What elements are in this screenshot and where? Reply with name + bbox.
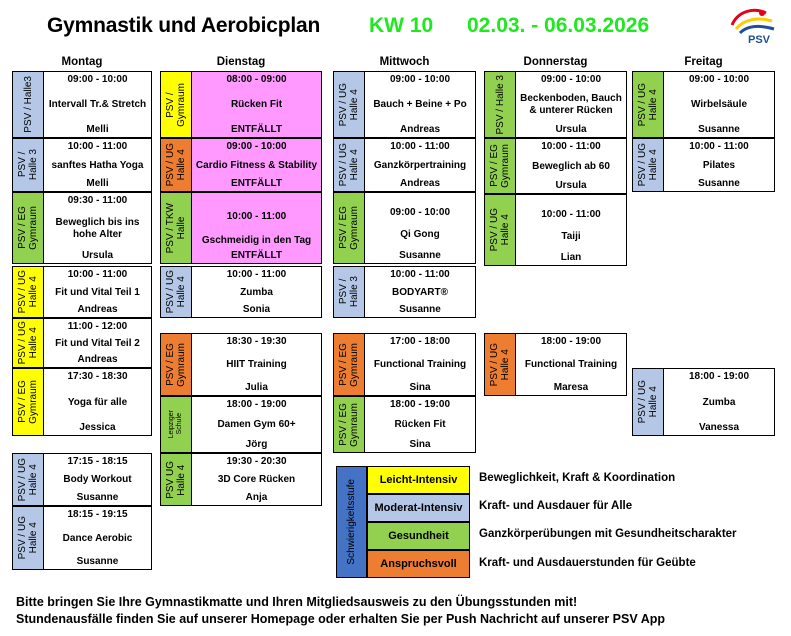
class-name: BODYART® [392, 286, 448, 298]
class-card[interactable] [160, 138, 322, 192]
class-trainer: Jörg [245, 439, 268, 450]
class-time: 18:00 - 19:00 [226, 399, 287, 410]
location-label: PSV / UG Halle 4 [13, 454, 44, 505]
class-time: 10:00 - 11:00 [541, 209, 601, 220]
class-time: 10:00 - 11:00 [390, 269, 450, 280]
class-time: 18:15 - 19:15 [67, 509, 128, 520]
footer-note-1: Bitte bringen Sie Ihre Gymnastikmatte und Ihren Mitgliedsausweis zu den Übungsstunden mit! [16, 595, 578, 609]
legend-leicht: Leicht-Intensiv [367, 466, 470, 494]
location-label: PSV / UG Halle 4 [633, 72, 664, 137]
class-card[interactable] [333, 333, 476, 396]
class-name: sanftes Hatha Yoga [51, 159, 144, 171]
class-name: Taiji [561, 230, 581, 242]
svg-text:PSV: PSV [748, 34, 771, 46]
legend-desc-moderat: Kraft- und Ausdauer für Alle [479, 500, 633, 512]
class-time: 17:15 - 18:15 [67, 456, 128, 467]
class-trainer: Susanne [698, 178, 740, 189]
location-label: PSV / UG Halle 4 [633, 139, 664, 191]
location-label: PSV / UG Halle 4 [485, 334, 516, 395]
class-card[interactable] [632, 71, 775, 138]
class-card[interactable] [484, 138, 627, 194]
class-name: Qi Gong [400, 228, 440, 240]
legend-desc-anspruchsvoll: Kraft- und Ausdauerstunden für Geübte [479, 557, 696, 569]
class-trainer: Melli [86, 124, 109, 135]
class-card[interactable] [484, 71, 627, 138]
class-time: 18:00 - 19:00 [389, 399, 451, 410]
class-time: 09:00 - 10:00 [389, 74, 451, 85]
day-header-dienstag: Dienstag [216, 56, 266, 68]
page-title: Gymnastik und Aerobicplan [47, 14, 321, 37]
class-trainer: Ursula [81, 250, 114, 261]
location-label: PSV / Halle 3 [13, 139, 44, 191]
class-name: Zumba [702, 396, 736, 408]
class-trainer: Maresa [553, 382, 589, 393]
class-trainer: Julia [245, 382, 268, 393]
difficulty-legend-label: Schwierigkeitsstufe [336, 466, 367, 578]
location-label: PSV / UG Halle 4 [633, 369, 664, 435]
location-label: PSV / TKW Halle [161, 193, 192, 263]
class-trainer: Ursula [555, 124, 587, 135]
class-name: Intervall Tr.& Stretch [48, 99, 147, 110]
class-card[interactable] [12, 368, 152, 436]
class-card[interactable] [12, 192, 152, 264]
location-label: PSV / Gymraum [161, 72, 192, 137]
location-label: PSV / Halle3 [13, 72, 44, 137]
class-name: Beckenboden, Bauch & unterer Rücken [520, 93, 622, 116]
day-header-freitag: Freitag [684, 56, 723, 68]
class-name: Zumba [240, 286, 273, 298]
class-trainer: Andreas [399, 178, 440, 189]
class-name: Cardio Fitness & Stability [195, 159, 318, 171]
location-label: PSV / UG Halle 4 [485, 195, 516, 265]
class-trainer: Andreas [399, 124, 440, 135]
class-trainer: Sina [409, 439, 431, 450]
footer-note-2: Stundenausfälle finden Sie auf unserer Homepage oder erhalten Sie per Push Nachricht auf unserer PSV App [16, 612, 665, 626]
location-label: PSV / EG Gymraum [161, 334, 192, 395]
class-trainer: Lian [560, 252, 582, 263]
class-time: 09:30 - 11:00 [67, 195, 128, 206]
location-label: PSV / EG Gymraum [334, 193, 365, 263]
class-card[interactable] [333, 396, 476, 453]
class-name: Dance Aerobic [62, 532, 133, 544]
class-trainer: Melli [86, 178, 109, 189]
class-trainer: Susanne [698, 124, 740, 135]
class-time: 10:00 - 11:00 [67, 141, 128, 152]
class-time: 18:00 - 19:00 [540, 336, 602, 347]
class-time: 10:00 - 11:00 [689, 141, 749, 152]
class-trainer: Ursula [555, 180, 587, 191]
class-name: HIIT Training [226, 359, 287, 370]
class-time: 09:00 - 10:00 [389, 207, 451, 218]
date-range: 02.03. - 06.03.2026 [467, 14, 650, 37]
location-label: PSV UG Halle 4 [161, 454, 192, 505]
class-time: 10:00 - 11:00 [67, 269, 128, 280]
week-number: KW 10 [369, 14, 434, 37]
class-trainer: Susanne [399, 250, 441, 261]
class-name: Beweglich ab 60 [532, 160, 610, 172]
class-card[interactable] [333, 138, 476, 192]
location-label: PSV / UG Halle 4 [161, 139, 192, 191]
class-card[interactable] [160, 266, 322, 318]
location-label: PSV / UG Halle 4 [13, 319, 44, 367]
class-time: 11:00 - 12:00 [67, 321, 128, 332]
class-card[interactable] [12, 138, 152, 192]
location-label: PSV / Halle 3 [485, 72, 516, 137]
class-trainer: Andreas [77, 354, 118, 365]
class-time: 18:30 - 19:30 [226, 336, 287, 347]
location-label: PSV / EG Gymraum [13, 193, 44, 263]
legend-gesundheit: Gesundheit [367, 522, 470, 550]
class-name: Body Workout [63, 474, 132, 485]
location-label: PSV / EG Gymraum [334, 334, 365, 395]
day-header-donnerstag: Donnerstag [523, 56, 588, 68]
legend-desc-leicht: Beweglichkeit, Kraft & Koordination [479, 472, 676, 484]
class-time: 19:30 - 20:30 [226, 456, 287, 467]
class-card[interactable] [333, 266, 476, 318]
class-name: Functional Training [373, 359, 467, 370]
cancelled-label: ENTFÄLLT [231, 124, 282, 135]
class-trainer: Susanne [76, 492, 119, 503]
class-name: Wirbelsäule [690, 99, 748, 110]
class-time: 09:00 - 10:00 [540, 74, 602, 85]
location-label: PSV / UG Halle 4 [13, 507, 44, 569]
class-time: 17:30 - 18:30 [67, 371, 128, 382]
class-time: 09:00 - 10:00 [226, 141, 287, 152]
class-trainer: Susanne [76, 556, 119, 567]
class-card[interactable] [160, 453, 322, 506]
location-label: PSV / EG Gymraum [13, 369, 44, 435]
location-label: PSV / UG Halle 4 [334, 72, 365, 137]
class-trainer: Vanessa [698, 422, 740, 433]
class-name: Yoga für alle [67, 396, 128, 408]
class-name: Fit und Vital Teil 1 [55, 286, 140, 298]
class-time: 09:00 - 10:00 [688, 74, 750, 85]
location-label: PSV / UG Halle 4 [161, 267, 192, 317]
class-name: Damen Gym 60+ [217, 419, 296, 430]
class-card[interactable] [160, 333, 322, 396]
class-card[interactable] [12, 266, 152, 318]
cancelled-label: ENTFÄLLT [231, 178, 282, 189]
day-header-mittwoch: Mittwoch [379, 56, 430, 68]
location-label: PSV / Halle 3 [334, 267, 365, 317]
class-name: Beweglich bis ins hohe Alter [55, 216, 140, 240]
class-card[interactable] [484, 194, 627, 266]
class-time: 10:00 - 11:00 [390, 141, 450, 152]
class-trainer: Susanne [399, 304, 441, 315]
class-card[interactable] [12, 453, 152, 506]
class-name: Gschmeidig in den Tag [201, 234, 312, 246]
class-card[interactable] [333, 71, 476, 138]
legend-anspruchsvoll: Anspruchsvoll [367, 550, 470, 578]
class-card[interactable] [160, 396, 322, 453]
class-trainer: Sonia [242, 304, 271, 315]
class-name: Fit und Vital Teil 2 [55, 337, 140, 349]
cancelled-label: ENTFÄLLT [231, 250, 282, 261]
class-card[interactable] [12, 71, 152, 138]
class-trainer: Andreas [77, 304, 118, 315]
legend-desc-gesundheit: Ganzkörperübungen mit Gesundheitscharakter [479, 528, 737, 540]
class-time: 09:00 - 10:00 [67, 74, 128, 85]
class-time: 10:00 - 11:00 [226, 269, 287, 280]
class-trainer: Jessica [79, 422, 116, 433]
class-card[interactable] [333, 192, 476, 264]
class-time: 08:00 - 09:00 [226, 74, 287, 85]
class-card[interactable] [632, 368, 775, 436]
class-name: Functional Training [524, 359, 618, 370]
location-label: PSV / UG Halle 4 [334, 139, 365, 191]
class-trainer: Anja [245, 492, 268, 503]
location-label: Leipziger Schule [161, 397, 192, 452]
class-card[interactable] [632, 138, 775, 192]
class-name: Ganzkörpertraining [373, 159, 467, 171]
class-card[interactable] [160, 192, 322, 264]
class-name: Pilates [702, 159, 736, 171]
class-name: Rücken Fit [230, 99, 283, 110]
class-card[interactable] [12, 318, 152, 368]
class-name: Bauch + Beine + Po [373, 99, 467, 110]
class-name: Rücken Fit [394, 419, 446, 430]
location-label: PSV / UG Halle 4 [13, 267, 44, 317]
location-label: PSV / EG Gymraum [334, 397, 365, 452]
class-card[interactable] [160, 71, 322, 138]
class-name: 3D Core Rücken [217, 474, 296, 485]
class-card[interactable] [12, 506, 152, 570]
location-label: PSV / EG Gymraum [485, 139, 516, 193]
day-header-montag: Montag [61, 56, 103, 68]
legend-moderat: Moderat-Intensiv [367, 494, 470, 522]
psv-logo [728, 5, 778, 47]
class-time: 18:00 - 19:00 [688, 371, 750, 382]
class-time: 10:00 - 11:00 [541, 141, 601, 152]
class-time: 10:00 - 11:00 [226, 210, 287, 222]
class-card[interactable] [484, 333, 627, 396]
class-time: 17:00 - 18:00 [389, 336, 451, 347]
class-trainer: Sina [409, 382, 431, 393]
